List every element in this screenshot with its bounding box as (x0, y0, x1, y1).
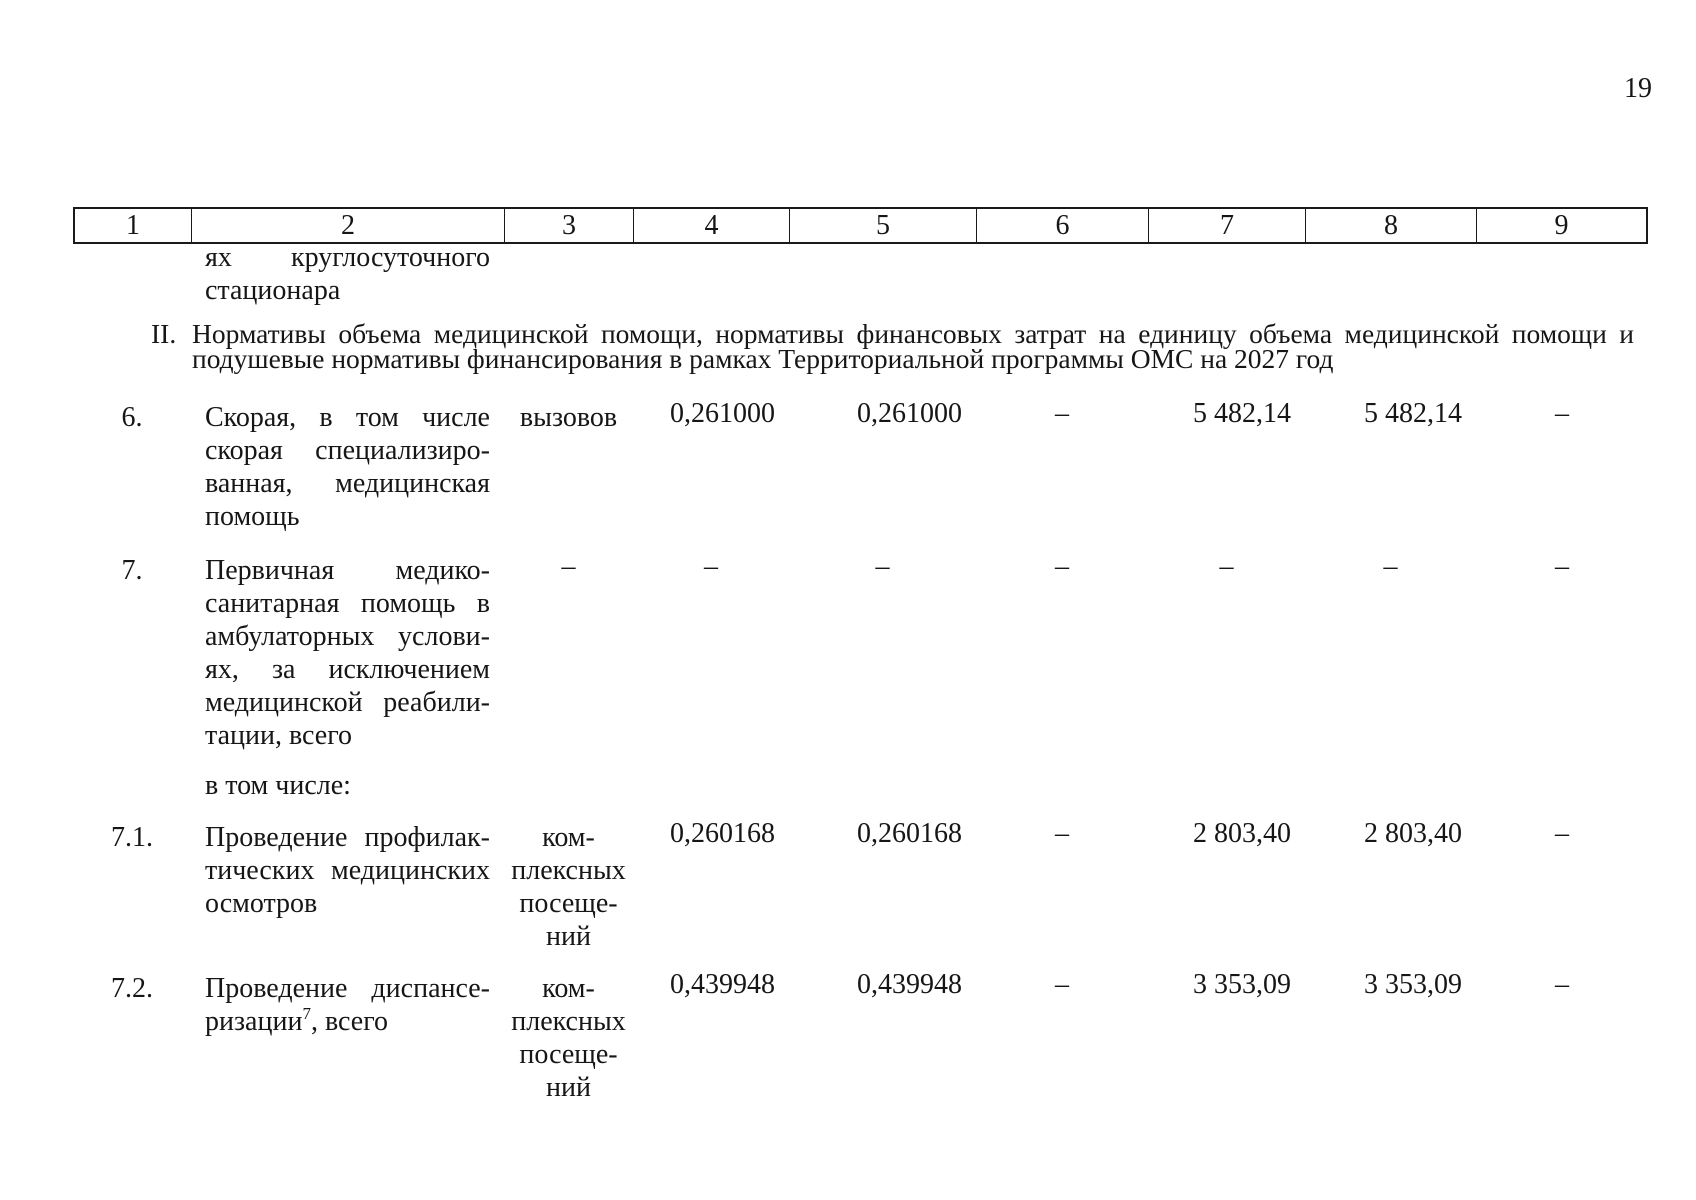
value-col-6: – (1055, 551, 1069, 582)
row-number: 7.1. (111, 822, 153, 853)
row-name-line: Проведение диспансе- (205, 973, 490, 1004)
row-name (205, 972, 490, 1038)
value-col-5: 0,260168 (857, 818, 962, 849)
value-col-9: – (1555, 818, 1569, 849)
value-col-8: 5 482,14 (1364, 398, 1462, 429)
row-unit-line: посеще- (519, 888, 618, 919)
row-name-line: осмотров (205, 888, 318, 919)
column-header-3: 3 (504, 209, 633, 242)
row-name-text: ризации (205, 1006, 303, 1037)
value-col-5: 0,261000 (857, 398, 962, 429)
row-unit-line: посеще- (519, 1039, 618, 1070)
row-unit-line: вызовов (519, 402, 618, 433)
value-col-9: – (1555, 398, 1569, 429)
row-unit (504, 972, 633, 1104)
continuation-text (205, 241, 490, 307)
column-header-4: 4 (633, 209, 789, 242)
section-title-line: Нормативы объема медицинской помощи, нормативы финансовых затрат на единицу объема медицинской помощи и (192, 318, 1634, 349)
row-unit (504, 821, 633, 953)
value-col-6: – (1055, 818, 1069, 849)
row-number: 7.2. (111, 973, 153, 1004)
continuation-line: стационара (205, 275, 341, 306)
footnote-marker: 7 (302, 1004, 311, 1023)
value-col-5: – (875, 551, 890, 582)
row-name (205, 401, 490, 533)
column-header-2: 2 (191, 209, 504, 242)
value-col-9: – (1555, 551, 1569, 582)
value-col-8: 2 803,40 (1364, 818, 1462, 849)
row-name-line: амбулаторных услови- (205, 621, 490, 652)
value-col-7: 3 353,09 (1193, 969, 1291, 1000)
section-numeral: II. (151, 318, 177, 349)
row-unit-line: плексных (511, 1006, 626, 1037)
row-number: 6. (121, 402, 143, 433)
value-col-9: – (1555, 969, 1569, 1000)
row-name-line: скорая специализиро- (205, 435, 490, 466)
column-header-7: 7 (1148, 209, 1305, 242)
row-name-line: тических медицинских (205, 855, 490, 886)
row-name-line: медицинской реабили- (205, 687, 490, 718)
row-name-line: помощь (205, 501, 300, 532)
row-unit-line: плексных (511, 855, 626, 886)
subheading: в том числе: (205, 770, 351, 801)
row-unit-line: ний (546, 921, 591, 952)
column-header-9: 9 (1476, 209, 1646, 242)
row-name-line: тации, всего (205, 720, 352, 751)
row-name-tail: , всего (310, 1006, 388, 1037)
row-unit (504, 401, 633, 434)
section-heading (192, 318, 1634, 374)
value-col-4: 0,260168 (670, 818, 775, 849)
column-header-5: 5 (789, 209, 976, 242)
row-unit-line: ний (546, 1072, 591, 1103)
page-number: 19 (1624, 73, 1652, 104)
row-name (205, 554, 490, 752)
section-title-line: подушевые нормативы финансирования в рамках Территориальной программы ОМС на 2027 год (192, 343, 1334, 374)
row-unit (504, 550, 633, 583)
row-name-line: санитарная помощь в (205, 588, 490, 619)
value-col-8: 3 353,09 (1364, 969, 1462, 1000)
row-name (205, 821, 490, 920)
column-header-1: 1 (126, 210, 140, 241)
value-col-7: 5 482,14 (1193, 398, 1291, 429)
value-col-7: 2 803,40 (1193, 818, 1291, 849)
row-name-line: Скорая, в том числе (205, 402, 490, 433)
row-number: 7. (121, 555, 143, 586)
column-header-row (73, 207, 1648, 244)
row-name-line: ванная, медицинская (205, 468, 490, 499)
value-col-6: – (1055, 969, 1069, 1000)
value-col-5: 0,439948 (857, 969, 962, 1000)
row-name-line: Проведение профилак- (205, 822, 490, 853)
value-col-6: – (1055, 398, 1069, 429)
row-unit-line: – (561, 551, 576, 582)
value-col-4: 0,261000 (670, 398, 775, 429)
continuation-line: ях круглосуточного (205, 242, 490, 273)
value-col-4: – (704, 551, 718, 582)
row-name-line: ях, за исключением (205, 654, 490, 685)
row-name-line (205, 1005, 490, 1038)
value-col-8: – (1383, 551, 1398, 582)
row-unit-line: ком- (542, 973, 595, 1004)
row-unit-line: ком- (542, 822, 595, 853)
column-header-6: 6 (976, 209, 1148, 242)
column-header-8: 8 (1305, 209, 1476, 242)
row-name-line: Первичная медико- (205, 555, 490, 586)
value-col-7: – (1219, 551, 1234, 582)
value-col-4: 0,439948 (670, 969, 775, 1000)
